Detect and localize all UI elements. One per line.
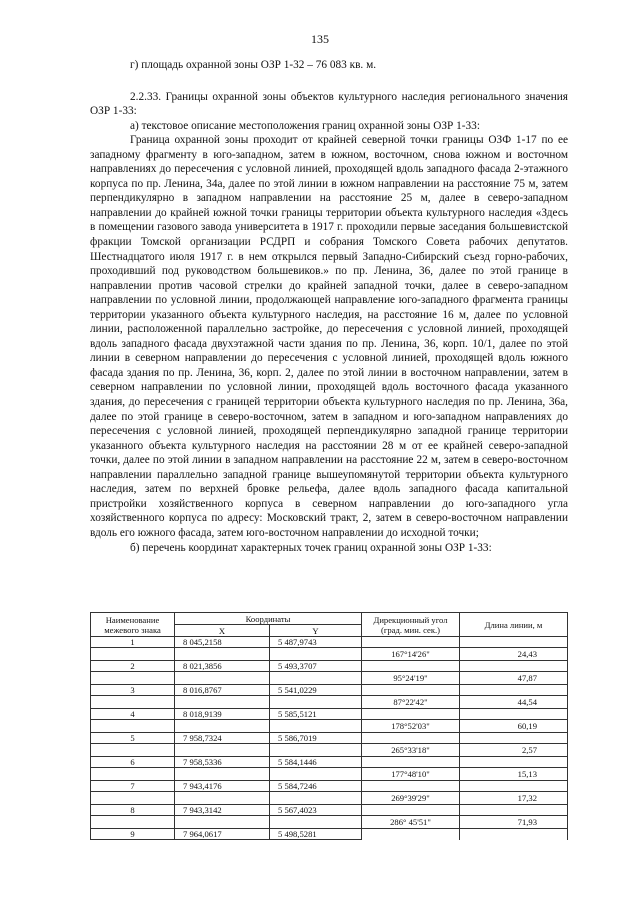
- subsection-b-heading: б) перечень координат характерных точек границ охранной зоны ОЗР 1-33:: [130, 541, 492, 554]
- segment-angle: 178°52'03": [362, 720, 460, 733]
- point-x: 7 958,7324: [175, 733, 270, 744]
- point-x: 7 964,0617: [175, 829, 270, 840]
- segment-row: [91, 720, 568, 733]
- point-row: [91, 637, 568, 648]
- document-body: [90, 58, 568, 555]
- segment-length: 17,32: [460, 792, 568, 805]
- point-x: 7 943,4176: [175, 781, 270, 792]
- segment-length: 60,19: [460, 720, 568, 733]
- header-coordinates: Координаты: [175, 613, 362, 625]
- header-angle: Дирекционный угол (град. мин. сек.): [362, 613, 460, 637]
- point-name: 7: [91, 781, 175, 792]
- segment-angle: 269°39'29": [362, 792, 460, 805]
- point-y: 5 498,5281: [270, 829, 362, 840]
- point-name: 9: [91, 829, 175, 840]
- segment-angle: 177°48'10": [362, 768, 460, 781]
- point-x: 8 045,2158: [175, 637, 270, 648]
- page-number: 135: [311, 32, 329, 46]
- segment-row: [91, 816, 568, 829]
- point-row: [91, 829, 568, 840]
- header-x: X: [175, 625, 270, 637]
- point-row: [91, 805, 568, 816]
- segment-row: [91, 672, 568, 685]
- point-name: 6: [91, 757, 175, 768]
- point-x: 8 021,3856: [175, 661, 270, 672]
- point-x: 8 018,9139: [175, 709, 270, 720]
- segment-length: 71,93: [460, 816, 568, 829]
- segment-row: [91, 648, 568, 661]
- segment-length: 44,54: [460, 696, 568, 709]
- point-row: [91, 757, 568, 768]
- point-x: 7 943,3142: [175, 805, 270, 816]
- point-row: [91, 781, 568, 792]
- boundary-description: Граница охранной зоны проходит от крайней северной точки границы ОЗФ 1-17 по ее западному фрагменту в юго-западном, затем в южном, восточном, снова южном и восточном направлениях до пересечения с условной линией, проходящей вдоль западного фасада 2-этажного корпуса по пр. Ленина, 34а, далее по этой линии в южном направлении на расстояние 75 м, затем перпендикулярно в западном направлении на расстояние 25 м, далее в северо-западном направлении до крайней южной точки границы территории объекта культурного наследия «Здесь в помещении газового завода университета в 1917 г. проходили первые заседания большевистской фракции Томской организации РСДРП и собрания Томского Совета рабочих депутатов. Шестнадцатого июля 1917 г. в нем открылся первый Западно-Сибирский съезд горно-рабочих, проходивший под руководством большевиков.» по пр. Ленина, 36, далее по этой границе в направлении против часовой стрелки до крайней западной точки, далее в северо-западном направлении по условной линии, продолжающей направление юго-западного фрагмента границы территории указанного объекта культурного наследия, на расстояние 16 м, далее по условной линии, расположенной параллельно застройке, до пересечения с условной линией, проходящей вдоль западного фасада двухэтажной части здания по пр. Ленина, 36, корп. 10/1, далее по этой линии в северном направлении до пересечения с условной линией, проходящей вдоль южного фасада здания по пр. Ленина, 36, корп. 2, далее по этой линии в восточном направлении, затем в северном направлении по условной линии, проходящей вдоль восточного фасада указанного здания, до пересечения с границей территории объекта культурного наследия по пр. Ленина, 36а, далее по этой границе в северо-восточном, затем в западном и юго-западном направлениях до пересечения с условной линией, проходящей перпендикулярно западной границе территории указанного объекта культурного наследия на расстоянии 28 м от ее крайней северо-западной точки, далее по этой линии в западном направлении на расстояние 22 м, затем в северо-восточном направлении параллельно западной границе вышеупомянутой территории объекта культурного наследия, затем по верхней бровке рельефа, далее вдоль западного фасада капитальной пристройки хозяйственного корпуса в северном направлении до юго-западного угла хозяйственного корпуса по адресу: Московский тракт, 2, затем в северо-восточном направлении вдоль его южного фасада, затем юго-восточном направлении до исходной точки;: [90, 134, 568, 539]
- segment-length: 2,57: [460, 744, 568, 757]
- segment-length: 15,13: [460, 768, 568, 781]
- segment-angle: 286° 45'51": [362, 816, 460, 829]
- point-x: 7 958,5336: [175, 757, 270, 768]
- segment-row: [91, 792, 568, 805]
- point-y: 5 586,7019: [270, 733, 362, 744]
- segment-length: 24,43: [460, 648, 568, 661]
- point-y: 5 493,3707: [270, 661, 362, 672]
- point-y: 5 567,4023: [270, 805, 362, 816]
- point-name: 2: [91, 661, 175, 672]
- segment-angle: 95°24'19": [362, 672, 460, 685]
- segment-row: [91, 744, 568, 757]
- subsection-a-heading: а) текстовое описание местоположения границ охранной зоны ОЗР 1-33:: [130, 119, 480, 132]
- point-y: 5 541,0229: [270, 685, 362, 696]
- zone-area-line: г) площадь охранной зоны ОЗР 1-32 – 76 083 кв. м.: [130, 59, 377, 71]
- point-name: 3: [91, 685, 175, 696]
- coordinates-table: [90, 612, 568, 840]
- point-row: [91, 661, 568, 672]
- segment-angle: 87°22'42": [362, 696, 460, 709]
- segment-row: [91, 768, 568, 781]
- segment-angle: 265°33'18": [362, 744, 460, 757]
- point-x: 8 016,8767: [175, 685, 270, 696]
- point-y: 5 584,7246: [270, 781, 362, 792]
- point-name: 8: [91, 805, 175, 816]
- point-name: 1: [91, 637, 175, 648]
- point-row: [91, 733, 568, 744]
- point-row: [91, 685, 568, 696]
- point-name: 5: [91, 733, 175, 744]
- header-point-name: Наименование межевого знака: [91, 613, 175, 637]
- segment-length: 47,87: [460, 672, 568, 685]
- segment-row: [91, 696, 568, 709]
- point-name: 4: [91, 709, 175, 720]
- header-y: Y: [270, 625, 362, 637]
- segment-angle: 167°14'26": [362, 648, 460, 661]
- section-heading: 2.2.33. Границы охранной зоны объектов культурного наследия регионального значения ОЗР 1-33:: [90, 90, 568, 118]
- point-y: 5 585,5121: [270, 709, 362, 720]
- point-row: [91, 709, 568, 720]
- point-y: 5 487,9743: [270, 637, 362, 648]
- header-length: Длина линии, м: [460, 613, 568, 637]
- point-y: 5 584,1446: [270, 757, 362, 768]
